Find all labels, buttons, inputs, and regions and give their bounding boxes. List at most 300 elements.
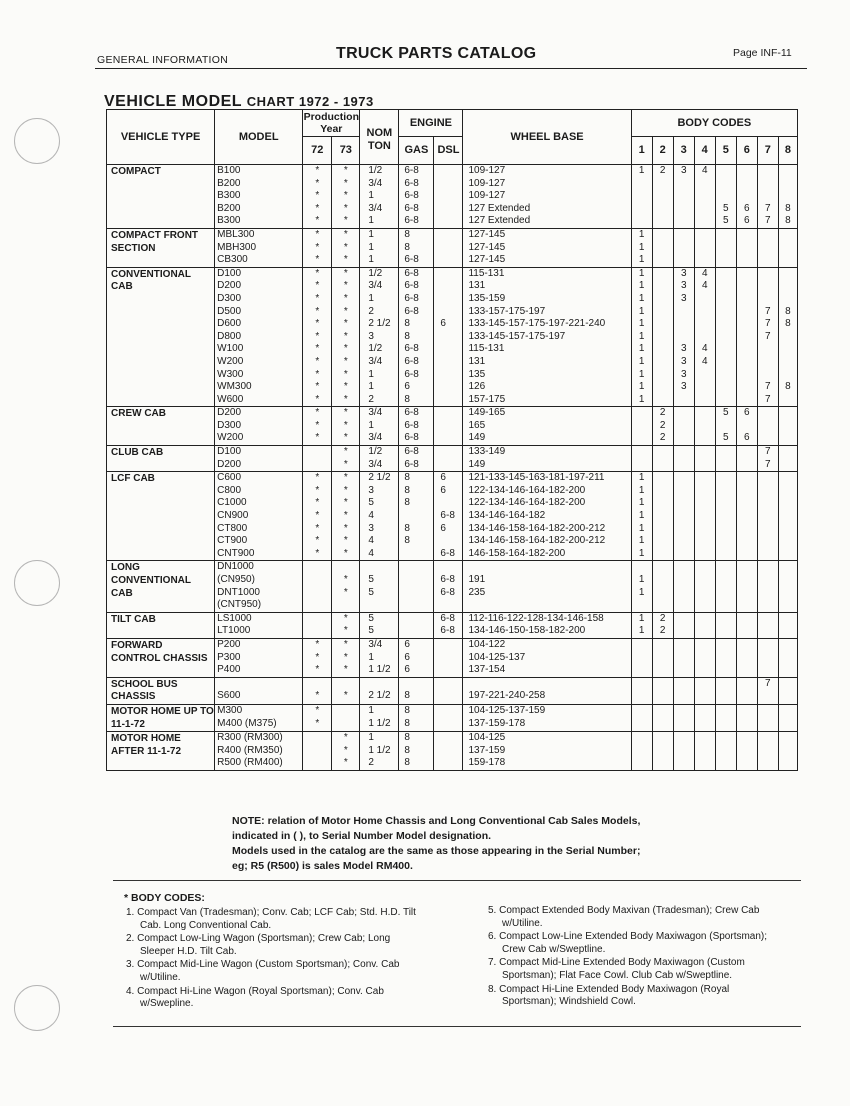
- body-code-value: [716, 190, 736, 203]
- body-code-value: [737, 664, 757, 677]
- body-codes-right: [488, 905, 784, 1010]
- dsl-value: [440, 229, 462, 242]
- body-code-value: [758, 652, 778, 665]
- body-code-value: [695, 690, 715, 703]
- body-code-value: 5: [722, 215, 729, 227]
- vehicle-type: MOTOR HOME UP TO 11-1-72: [107, 704, 215, 731]
- nom-ton-value: [368, 678, 398, 691]
- cell-body-code-6: [736, 267, 757, 407]
- body-code-value: 1: [638, 241, 645, 253]
- year-72-value: *: [315, 690, 320, 702]
- chart-title-sub: CHART 1972 - 1973: [246, 94, 374, 109]
- body-code-value: 7: [765, 677, 771, 689]
- nom-ton-value: 5: [368, 625, 374, 637]
- body-code-value: 8: [785, 215, 791, 227]
- body-code-item: 1. Compact Van (Tradesman); Conv. Cab; LCF Cab; Std. H.D. Tilt Cab. Long Conventional Cab.: [126, 907, 416, 931]
- body-code-value: [674, 178, 694, 191]
- body-code-value: [716, 242, 736, 255]
- year-72-value: *: [315, 651, 320, 663]
- col-dsl: DSL: [434, 137, 463, 165]
- body-code-value: [737, 705, 757, 718]
- nom-ton-value: 1: [368, 292, 374, 304]
- dsl-value: [440, 446, 462, 459]
- cell-body-code-8: [778, 267, 797, 407]
- body-code-value: [779, 574, 797, 587]
- body-code-value: [695, 369, 715, 382]
- col-nom-ton: NOM TON: [360, 110, 399, 165]
- body-code-value: [674, 574, 694, 587]
- body-code-value: [674, 664, 694, 677]
- cell-nom-ton: [360, 165, 399, 229]
- cell-body-code-6: [736, 228, 757, 267]
- body-code-value: [758, 242, 778, 255]
- body-code-value: 6: [743, 202, 750, 214]
- body-code-value: [653, 215, 673, 228]
- model-value: D200: [217, 407, 242, 419]
- nom-ton-value: 3/4: [368, 638, 383, 650]
- body-code-value: [695, 639, 715, 652]
- vehicle-type: TILT CAB: [107, 612, 215, 638]
- body-code-value: [737, 331, 757, 344]
- body-code-value: [653, 178, 673, 191]
- cell-body-code-6: [736, 407, 757, 446]
- body-code-value: 3: [680, 381, 687, 393]
- dsl-value: [440, 664, 462, 677]
- body-code-value: [716, 268, 736, 281]
- wheel-base-value: 127-145: [468, 254, 506, 266]
- body-code-value: 5: [722, 432, 729, 444]
- body-code-value: [758, 293, 778, 306]
- year-72-value: [303, 561, 331, 574]
- cell-wheel-base: [463, 704, 631, 731]
- body-code-value: [737, 394, 757, 407]
- body-code-value: 2: [659, 432, 666, 444]
- cell-wheel-base: [463, 677, 631, 704]
- model-value: B200: [217, 177, 241, 189]
- body-code-value: [716, 625, 736, 638]
- cell-nom-ton: [360, 446, 399, 472]
- dsl-value: [440, 394, 462, 407]
- dsl-value: [440, 407, 462, 420]
- nom-ton-value: 1 1/2: [368, 744, 391, 756]
- wheel-base-value: 149: [468, 432, 486, 444]
- body-code-value: [653, 381, 673, 394]
- body-code-value: [695, 485, 715, 498]
- cell-body-code-7: [757, 472, 778, 561]
- table-row: [107, 267, 798, 407]
- cell-body-code-2: [652, 638, 673, 677]
- body-code-value: 1: [638, 318, 645, 330]
- cell-body-code-3: [673, 407, 694, 446]
- body-code-value: [695, 664, 715, 677]
- body-code-value: [758, 510, 778, 523]
- body-code-value: 8: [785, 381, 791, 393]
- cell-year-72: [303, 228, 332, 267]
- body-code-value: 2: [659, 165, 666, 176]
- cell-model: [215, 446, 303, 472]
- year-72-value: *: [315, 305, 320, 317]
- cell-body-code-1: [631, 704, 652, 731]
- body-code-value: [737, 446, 757, 459]
- year-73-value: *: [343, 651, 348, 663]
- year-73-value: *: [343, 432, 348, 444]
- body-code-value: [737, 548, 757, 561]
- cell-body-code-6: [736, 472, 757, 561]
- gas-value: 8: [404, 522, 410, 534]
- body-code-value: 1: [638, 381, 645, 393]
- dsl-value: [440, 254, 462, 267]
- gas-value: 6-8: [404, 165, 419, 176]
- body-code-value: 7: [765, 215, 771, 227]
- body-code-value: 1: [638, 612, 645, 624]
- nom-ton-value: 2 1/2: [368, 318, 391, 330]
- year-72-value: [303, 625, 331, 638]
- body-code-value: [758, 523, 778, 536]
- nom-ton-value: 1: [368, 419, 374, 431]
- year-73-value: *: [343, 732, 348, 744]
- nom-ton-value: 1: [368, 651, 374, 663]
- body-code-value: [737, 510, 757, 523]
- body-code-value: [674, 459, 694, 472]
- cell-body-code-7: [757, 638, 778, 677]
- body-code-value: [779, 268, 797, 281]
- year-73-value: *: [343, 690, 348, 702]
- cell-year-73: [332, 732, 360, 771]
- body-code-value: 7: [765, 330, 771, 342]
- cell-body-code-8: [778, 446, 797, 472]
- body-code-value: 1: [638, 292, 645, 304]
- cell-wheel-base: [463, 638, 631, 677]
- vehicle-type: SCHOOL BUS CHASSIS: [107, 677, 215, 704]
- body-code-value: 1: [638, 393, 645, 405]
- body-code-value: [695, 599, 715, 612]
- wheel-base-value: 115-131: [468, 267, 505, 279]
- cell-body-code-2: [652, 165, 673, 229]
- nom-ton-value: 1: [368, 381, 374, 393]
- model-value: W200: [217, 355, 244, 367]
- body-code-value: [674, 745, 694, 758]
- nom-ton-value: 1: [368, 228, 374, 240]
- model-value: DNT1000: [217, 586, 260, 598]
- dsl-value: [440, 293, 462, 306]
- note-line: NOTE: relation of Motor Home Chassis and Long Conventional Cab Sales Models,: [232, 815, 641, 827]
- year-72-value: *: [315, 355, 320, 367]
- cell-model: [215, 638, 303, 677]
- cell-body-code-8: [778, 561, 797, 612]
- body-code-value: [716, 254, 736, 267]
- body-code-value: [695, 178, 715, 191]
- body-code-value: [779, 242, 797, 255]
- year-73-value: *: [343, 522, 348, 534]
- vehicle-type: CLUB CAB: [107, 446, 215, 472]
- body-code-value: 7: [765, 446, 771, 458]
- nom-ton-value: 1/2: [368, 446, 383, 458]
- cell-body-code-6: [736, 732, 757, 771]
- body-code-value: [653, 268, 673, 281]
- wheel-base-value: 122-134-146-164-182-200: [468, 484, 586, 496]
- body-code-value: [674, 599, 694, 612]
- nom-ton-value: 1/2: [368, 343, 383, 355]
- body-code-value: [779, 705, 797, 718]
- body-code-value: [653, 318, 673, 331]
- dsl-value: [440, 420, 462, 433]
- year-72-value: [303, 587, 331, 600]
- model-value: LT1000: [217, 625, 251, 637]
- body-code-value: 7: [765, 202, 771, 214]
- cell-body-code-4: [694, 228, 715, 267]
- body-code-value: [737, 268, 757, 281]
- body-code-value: [716, 369, 736, 382]
- body-code-value: 7: [765, 305, 771, 317]
- cell-year-72: [303, 677, 332, 704]
- dsl-value: [440, 268, 462, 281]
- body-code-value: [632, 432, 652, 445]
- body-code-value: [779, 190, 797, 203]
- cell-gas: [399, 704, 434, 731]
- body-code-value: [737, 306, 757, 319]
- wheel-base-value: 149-165: [468, 407, 506, 419]
- cell-gas: [399, 165, 434, 229]
- cell-model: [215, 165, 303, 229]
- body-code-value: 4: [701, 267, 708, 279]
- year-73-value: *: [343, 497, 348, 509]
- body-code-value: [716, 356, 736, 369]
- body-code-value: [674, 215, 694, 228]
- body-code-value: [632, 203, 652, 216]
- vehicle-type: CONVENTIONAL CAB: [107, 267, 215, 407]
- cell-dsl: [434, 732, 463, 771]
- body-code-value: [653, 705, 673, 718]
- cell-dsl: [434, 267, 463, 407]
- year-73-value: *: [343, 744, 348, 756]
- body-code-value: [674, 203, 694, 216]
- body-code-value: [758, 535, 778, 548]
- model-value: CB300: [217, 254, 248, 266]
- year-72-value: *: [315, 407, 320, 419]
- body-code-value: [716, 664, 736, 677]
- model-value: P300: [217, 651, 241, 663]
- page-number: Page INF-11: [733, 47, 792, 59]
- body-code-value: [674, 705, 694, 718]
- body-code-value: [716, 745, 736, 758]
- body-code-value: [695, 254, 715, 267]
- cell-body-code-1: [631, 165, 652, 229]
- body-code-value: [758, 587, 778, 600]
- body-code-value: [716, 523, 736, 536]
- body-code-value: [632, 178, 652, 191]
- body-code-value: [716, 446, 736, 459]
- body-code-value: [737, 625, 757, 638]
- body-code-value: [737, 561, 757, 574]
- cell-body-code-4: [694, 446, 715, 472]
- body-code-value: [779, 356, 797, 369]
- body-code-value: [737, 745, 757, 758]
- gas-value: 6-8: [404, 202, 419, 214]
- body-code-value: 1: [638, 586, 645, 598]
- cell-body-code-4: [694, 165, 715, 229]
- col-body-code-6: 6: [736, 137, 757, 165]
- cell-gas: [399, 228, 434, 267]
- cell-wheel-base: [463, 446, 631, 472]
- body-code-value: [653, 369, 673, 382]
- body-code-value: [737, 587, 757, 600]
- year-73-value: *: [343, 612, 348, 624]
- cell-year-73: [332, 407, 360, 446]
- year-73-value: *: [343, 355, 348, 367]
- body-code-value: [674, 548, 694, 561]
- body-code-value: [695, 745, 715, 758]
- cell-gas: [399, 677, 434, 704]
- body-code-value: [674, 652, 694, 665]
- body-code-value: [674, 690, 694, 703]
- body-code-value: [716, 652, 736, 665]
- vehicle-type: CREW CAB: [107, 407, 215, 446]
- footer-rule: [113, 1026, 801, 1027]
- cell-body-code-7: [757, 407, 778, 446]
- body-code-item: 7. Compact Mid-Line Extended Body Maxiwagon (Custom Sportsman); Flat Face Cowl. Club Cab w/Sweptline.: [488, 957, 745, 981]
- body-code-value: [758, 690, 778, 703]
- dsl-value: [440, 242, 462, 255]
- body-code-value: [779, 331, 797, 344]
- col-gas: GAS: [399, 137, 434, 165]
- body-code-value: [695, 420, 715, 433]
- year-72-value: *: [315, 228, 320, 240]
- year-72-value: *: [315, 343, 320, 355]
- cell-body-code-2: [652, 677, 673, 704]
- body-code-value: [674, 718, 694, 731]
- gas-value: [404, 678, 433, 691]
- year-72-value: *: [315, 432, 320, 444]
- body-code-value: [779, 293, 797, 306]
- col-vehicle-type: VEHICLE TYPE: [107, 110, 215, 165]
- table-row: [107, 165, 798, 229]
- body-code-value: [779, 732, 797, 745]
- body-code-value: [653, 242, 673, 255]
- body-code-value: [779, 718, 797, 731]
- wheel-base-value: 131: [468, 355, 486, 367]
- model-value: P200: [217, 638, 241, 650]
- body-code-value: 7: [765, 393, 771, 405]
- vehicle-type: LONG CONVENTIONAL CAB: [107, 561, 215, 612]
- body-code-value: [758, 625, 778, 638]
- cell-wheel-base: [463, 732, 631, 771]
- body-code-value: 3: [680, 267, 687, 279]
- col-body-code-4: 4: [694, 137, 715, 165]
- model-value: D800: [217, 330, 242, 342]
- nom-ton-value: 3/4: [368, 458, 383, 470]
- dsl-value: [440, 678, 462, 691]
- body-code-value: [779, 690, 797, 703]
- body-code-value: 1: [638, 547, 645, 559]
- dsl-value: [440, 639, 462, 652]
- cell-body-code-1: [631, 612, 652, 638]
- body-code-value: [632, 718, 652, 731]
- wheel-base-value: 104-125: [468, 732, 506, 744]
- body-code-value: [779, 343, 797, 356]
- nom-ton-value: 4: [368, 510, 374, 522]
- vehicle-model-table-body: [107, 165, 798, 771]
- dsl-value: [440, 381, 462, 394]
- body-code-value: [758, 407, 778, 420]
- body-code-value: 1: [638, 330, 645, 342]
- cell-year-73: [332, 638, 360, 677]
- col-body-codes: BODY CODES: [631, 110, 797, 137]
- cell-body-code-8: [778, 612, 797, 638]
- body-code-value: [758, 757, 778, 770]
- year-73-value: *: [343, 638, 348, 650]
- model-value: P400: [217, 664, 241, 676]
- nom-ton-value: 1 1/2: [368, 664, 391, 676]
- year-73-value: [332, 561, 359, 574]
- dsl-value: [440, 165, 462, 178]
- cell-year-73: [332, 677, 360, 704]
- body-code-value: [716, 705, 736, 718]
- cell-body-code-7: [757, 446, 778, 472]
- body-code-value: 1: [638, 368, 645, 380]
- nom-ton-value: 5: [368, 586, 374, 598]
- cell-body-code-5: [715, 165, 736, 229]
- body-code-value: [737, 599, 757, 612]
- cell-body-code-1: [631, 446, 652, 472]
- body-codes-title: * BODY CODES:: [124, 892, 205, 904]
- cell-body-code-7: [757, 165, 778, 229]
- body-code-value: [653, 652, 673, 665]
- body-code-value: [779, 407, 797, 420]
- cell-body-code-4: [694, 472, 715, 561]
- body-code-value: [758, 732, 778, 745]
- dsl-value: 6-8: [440, 574, 455, 585]
- body-code-value: 3: [680, 343, 687, 355]
- body-code-value: [758, 432, 778, 445]
- cell-body-code-4: [694, 704, 715, 731]
- year-72-value: *: [315, 280, 320, 292]
- cell-gas: [399, 732, 434, 771]
- dsl-value: 6-8: [440, 547, 455, 559]
- body-code-value: [716, 639, 736, 652]
- year-73-value: [332, 705, 359, 718]
- cell-model: [215, 407, 303, 446]
- col-body-code-7: 7: [757, 137, 778, 165]
- year-73-value: *: [343, 407, 348, 419]
- gas-value: 6: [404, 664, 410, 676]
- body-code-value: [632, 745, 652, 758]
- cell-nom-ton: [360, 732, 399, 771]
- wheel-base-value: 127-145: [468, 241, 506, 253]
- cell-body-code-3: [673, 267, 694, 407]
- body-code-value: [653, 690, 673, 703]
- nom-ton-value: 1: [368, 215, 374, 227]
- body-code-value: [695, 407, 715, 420]
- cell-wheel-base: [463, 612, 631, 638]
- model-value: D200: [217, 280, 242, 292]
- wheel-base-value: 104-125-137: [468, 651, 526, 663]
- model-value: C1000: [217, 497, 247, 509]
- cell-body-code-5: [715, 612, 736, 638]
- body-code-value: [674, 229, 694, 242]
- cell-body-code-5: [715, 472, 736, 561]
- year-72-value: *: [315, 190, 320, 202]
- cell-body-code-8: [778, 677, 797, 704]
- model-value: D200: [217, 458, 242, 470]
- dsl-value: 6: [440, 522, 446, 534]
- body-code-value: [716, 165, 736, 178]
- body-code-value: 1: [638, 305, 645, 317]
- cell-gas: [399, 612, 434, 638]
- body-code-value: [653, 293, 673, 306]
- cell-dsl: [434, 165, 463, 229]
- cell-body-code-3: [673, 612, 694, 638]
- cell-body-code-4: [694, 407, 715, 446]
